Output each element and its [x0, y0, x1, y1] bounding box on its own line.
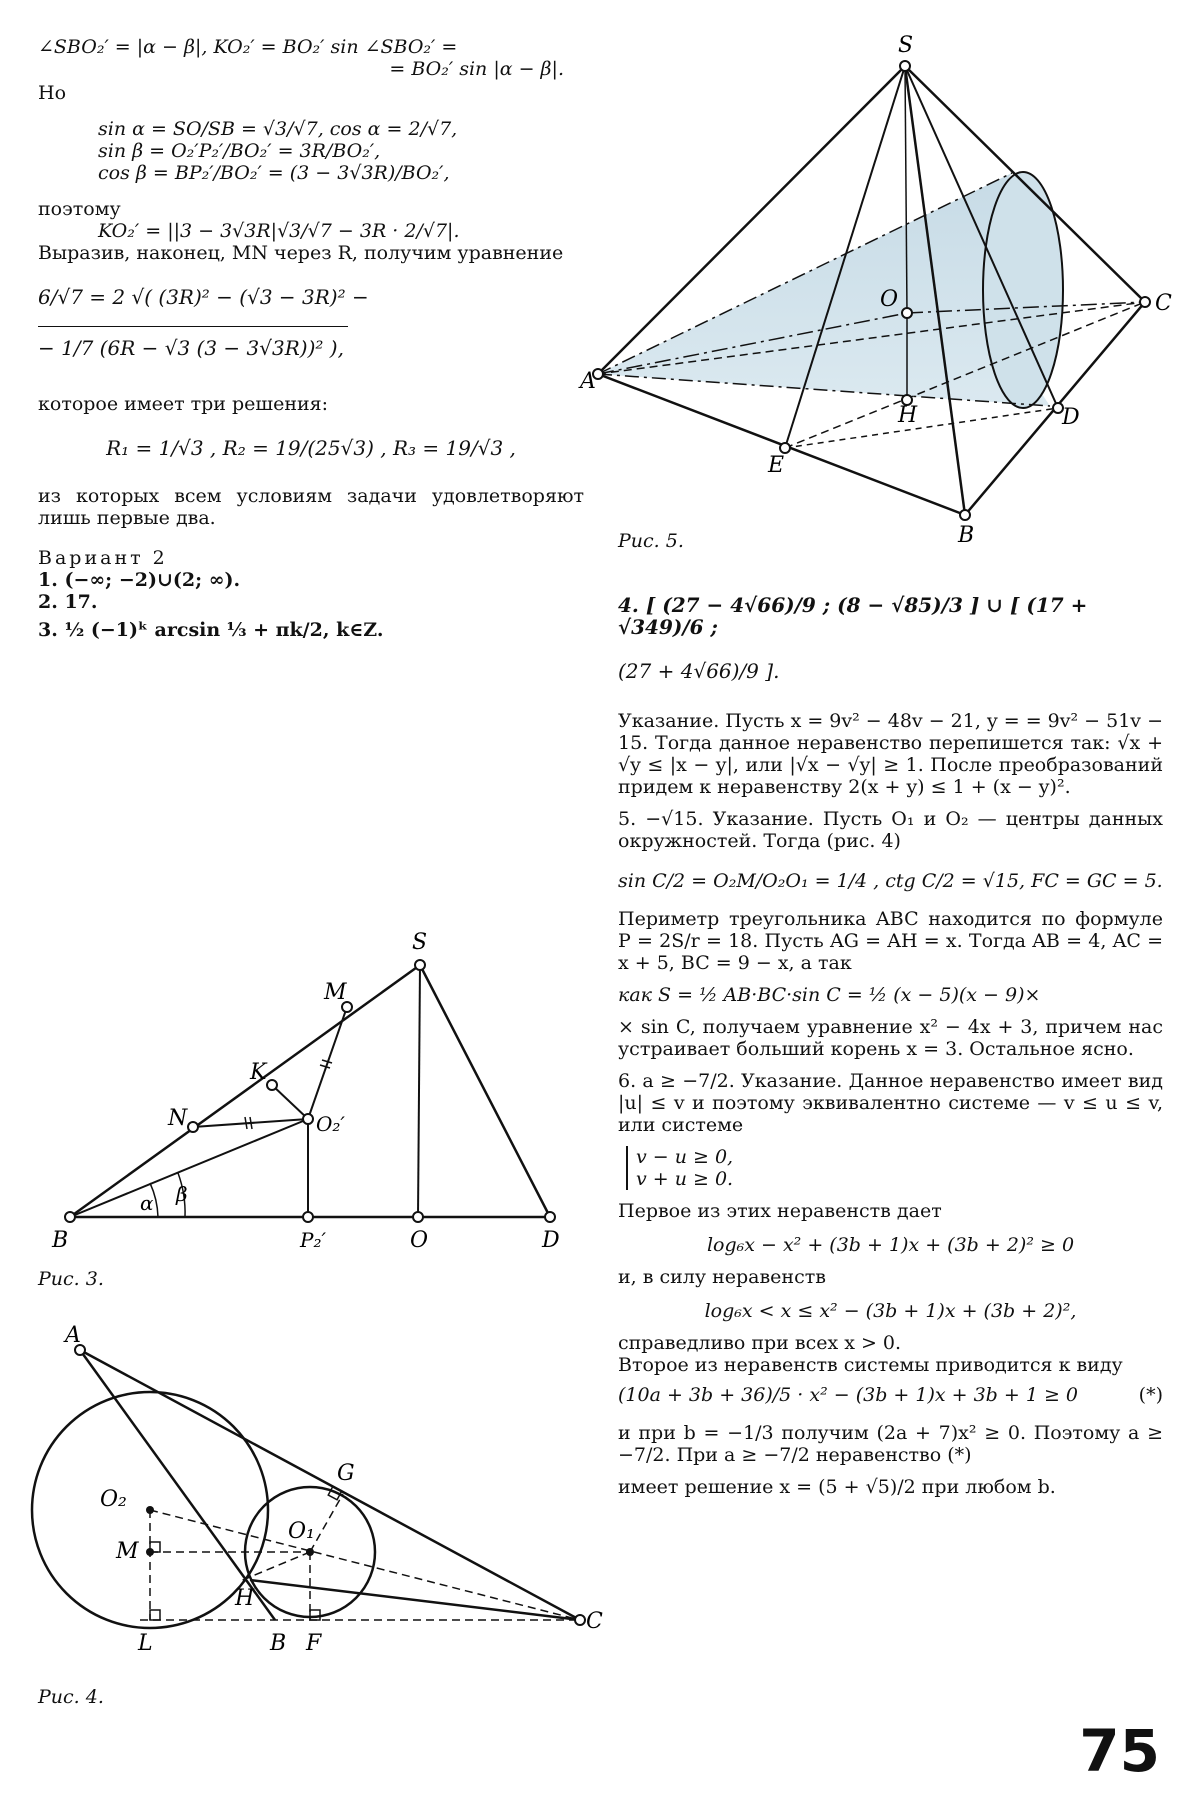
fig4-label-m: M: [116, 1539, 139, 1564]
figure-5-caption: Рис. 5.: [618, 530, 684, 552]
sin-beta-formula: sin β = O₂′P₂′/BO₂′ = 3R/BO₂′,: [98, 140, 381, 162]
star-equation: (10a + 3b + 36)/5 · x² − (3b + 1)x + 3b + 1 ≥ 0: [618, 1384, 1078, 1406]
variant-heading: Вариант 2: [38, 547, 168, 569]
fig4-label-h: H: [235, 1586, 255, 1611]
answer-1: 1. (−∞; −2)∪(2; ∞).: [38, 569, 241, 591]
fig5-label-o: O: [880, 287, 899, 312]
fig3-label-k: K: [250, 1060, 267, 1085]
fig4-label-f: F: [306, 1631, 322, 1656]
perimeter-text: Периметр треугольника ABC находится по формуле P = 2S/r = 18. Пусть AG = AH = x. Тогда AB = 4, AC = x + 5, BC = 9 − x, а так: [618, 908, 1163, 974]
figure-3-caption: Рис. 3.: [38, 1268, 104, 1290]
therefore-word: поэтому: [38, 198, 121, 220]
has-solution-text: имеет решение x = (5 + √5)/2 при любом b.: [618, 1476, 1056, 1498]
system-block: [626, 1146, 1163, 1190]
solutions-formula: R₁ = 1/√3 , R₂ = 19/(25√3) , R₃ = 19/√3 ,: [106, 436, 516, 460]
sin-c-formula: sin C/2 = O₂M/O₂O₁ = 1/4 , ctg C/2 = √15, FC = GC = 5.: [618, 870, 1163, 892]
fig3-label-o: O: [410, 1228, 429, 1253]
angle-formula-line1: ∠SBO₂′ = |α − β|, KO₂′ = BO₂′ sin ∠SBO₂′ =: [38, 36, 458, 58]
log-inequality-1: log₆x − x² + (3b + 1)x + (3b + 2)² ≥ 0: [706, 1234, 1075, 1256]
hint-4: Указание. Пусть x = 9v² − 48v − 21, y = = 9v² − 51v − 15. Тогда данное неравенство перепишется так: √x + √y ≤ |x − y|, или |√x − √y| ≥ 1. После преобразований придем к неравенству 2(x + y) ≤ 1 + (x − y)².: [618, 710, 1163, 798]
system-line2: v + u ≥ 0.: [636, 1168, 734, 1190]
right-column: [618, 594, 1163, 1498]
cos-beta-formula: cos β = BP₂′/BO₂′ = (3 − 3√3R)/BO₂′,: [98, 162, 450, 184]
fig4-label-c: C: [586, 1609, 603, 1634]
fig4-label-g: G: [337, 1461, 355, 1486]
fig5-label-h: H: [898, 403, 918, 428]
sinc-equation-text: × sin C, получаем уравнение x² − 4x + 3, причем нас устраивает больший корень x = 3. Остальное ясно.: [618, 1016, 1163, 1060]
fig4-label-o1: O₁: [288, 1519, 315, 1544]
fig3-label-d: D: [542, 1228, 560, 1253]
answer-3: 3. ½ (−1)ᵏ arcsin ⅓ + πk/2, k∈Z.: [38, 619, 384, 641]
three-solutions-text: которое имеет три решения:: [38, 393, 329, 415]
second-text: Второе из неравенств системы приводится к виду: [618, 1354, 1123, 1376]
fig5-label-d: D: [1062, 405, 1080, 430]
left-column: [38, 36, 584, 641]
equation-divider: [38, 326, 348, 327]
fig5-label-c: C: [1155, 291, 1172, 316]
system-line1: v − u ≥ 0,: [636, 1146, 734, 1168]
kak-formula: как S = ½ AB·BC·sin C = ½ (x − 5)(x − 9)×: [618, 984, 1041, 1006]
fig3-label-s: S: [412, 930, 428, 955]
first-gives-text: Первое из этих неравенств дает: [618, 1200, 942, 1222]
answer-2: 2. 17.: [38, 591, 98, 613]
fig3-label-beta: β: [176, 1182, 188, 1206]
b-value-text: и при b = −1/3 получим (2a + 7)x² ≥ 0. Поэтому a ≥ −7/2. При a ≥ −7/2 неравенство (*): [618, 1422, 1163, 1466]
fig4-label-o2: O₂: [100, 1487, 127, 1512]
figure-4-caption: Рис. 4.: [38, 1686, 104, 1708]
log-inequality-2: log₆x < x ≤ x² − (3b + 1)x + (3b + 2)²,: [704, 1300, 1077, 1322]
fig3-label-n: N: [168, 1106, 188, 1131]
expressing-text: Выразив, наконец, MN через R, получим уравнение: [38, 242, 564, 264]
figure-4-diagram: [30, 1320, 605, 1680]
valid-text: справедливо при всех x > 0.: [618, 1332, 902, 1354]
by-virtue-text: и, в силу неравенств: [618, 1266, 826, 1288]
equation-line2: − 1/7 (6R − √3 (3 − 3√3R))² ),: [38, 336, 344, 360]
fig4-label-b: B: [270, 1631, 287, 1656]
answer-4a: 4. [ (27 − 4√66)/9 ; (8 − √85)/3 ] ∪ [ (17 + √349)/6 ;: [618, 593, 1088, 639]
page-number: 75: [1079, 1717, 1160, 1785]
fig3-label-p2: P₂′: [300, 1228, 327, 1252]
answer-5: 5. −√15. Указание. Пусть O₁ и O₂ — центры данных окружностей. Тогда (рис. 4): [618, 808, 1163, 852]
answer-4b: (27 + 4√66)/9 ].: [618, 659, 780, 683]
ko-formula: KO₂′ = ||3 − 3√3R|√3/√7 − 3R · 2/√7|.: [98, 220, 460, 242]
fig5-label-s: S: [898, 33, 914, 58]
star-equation-row: [618, 1384, 1163, 1406]
angle-formula-line2: = BO₂′ sin |α − β|.: [389, 58, 564, 80]
satisfy-text: из которых всем условиям задачи удовлетворяют лишь первые два.: [38, 485, 584, 529]
fig5-label-a: A: [580, 369, 596, 394]
fig3-label-b: B: [52, 1228, 69, 1253]
fig5-label-b: B: [958, 523, 975, 548]
equation-line1: 6/√7 = 2 √( (3R)² − (√3 − 3R)² −: [38, 285, 369, 309]
sin-alpha-formula: sin α = SO/SB = √3/√7, cos α = 2/√7,: [98, 118, 458, 140]
fig5-label-e: E: [768, 453, 785, 478]
fig3-label-m: M: [324, 980, 347, 1005]
but-word: Но: [38, 82, 67, 104]
figure-3-diagram: [40, 925, 580, 1253]
fig4-label-a: A: [65, 1323, 81, 1348]
answer-6: 6. a ≥ −7/2. Указание. Данное неравенство имеет вид |u| ≤ v и поэтому эквивалентно системе — v ≤ u ≤ v, или системе: [618, 1070, 1163, 1136]
fig4-label-l: L: [138, 1631, 153, 1656]
fig3-label-o2: O₂′: [316, 1112, 345, 1136]
fig3-label-alpha: α: [140, 1191, 154, 1215]
star-mark: (*): [1138, 1384, 1163, 1406]
